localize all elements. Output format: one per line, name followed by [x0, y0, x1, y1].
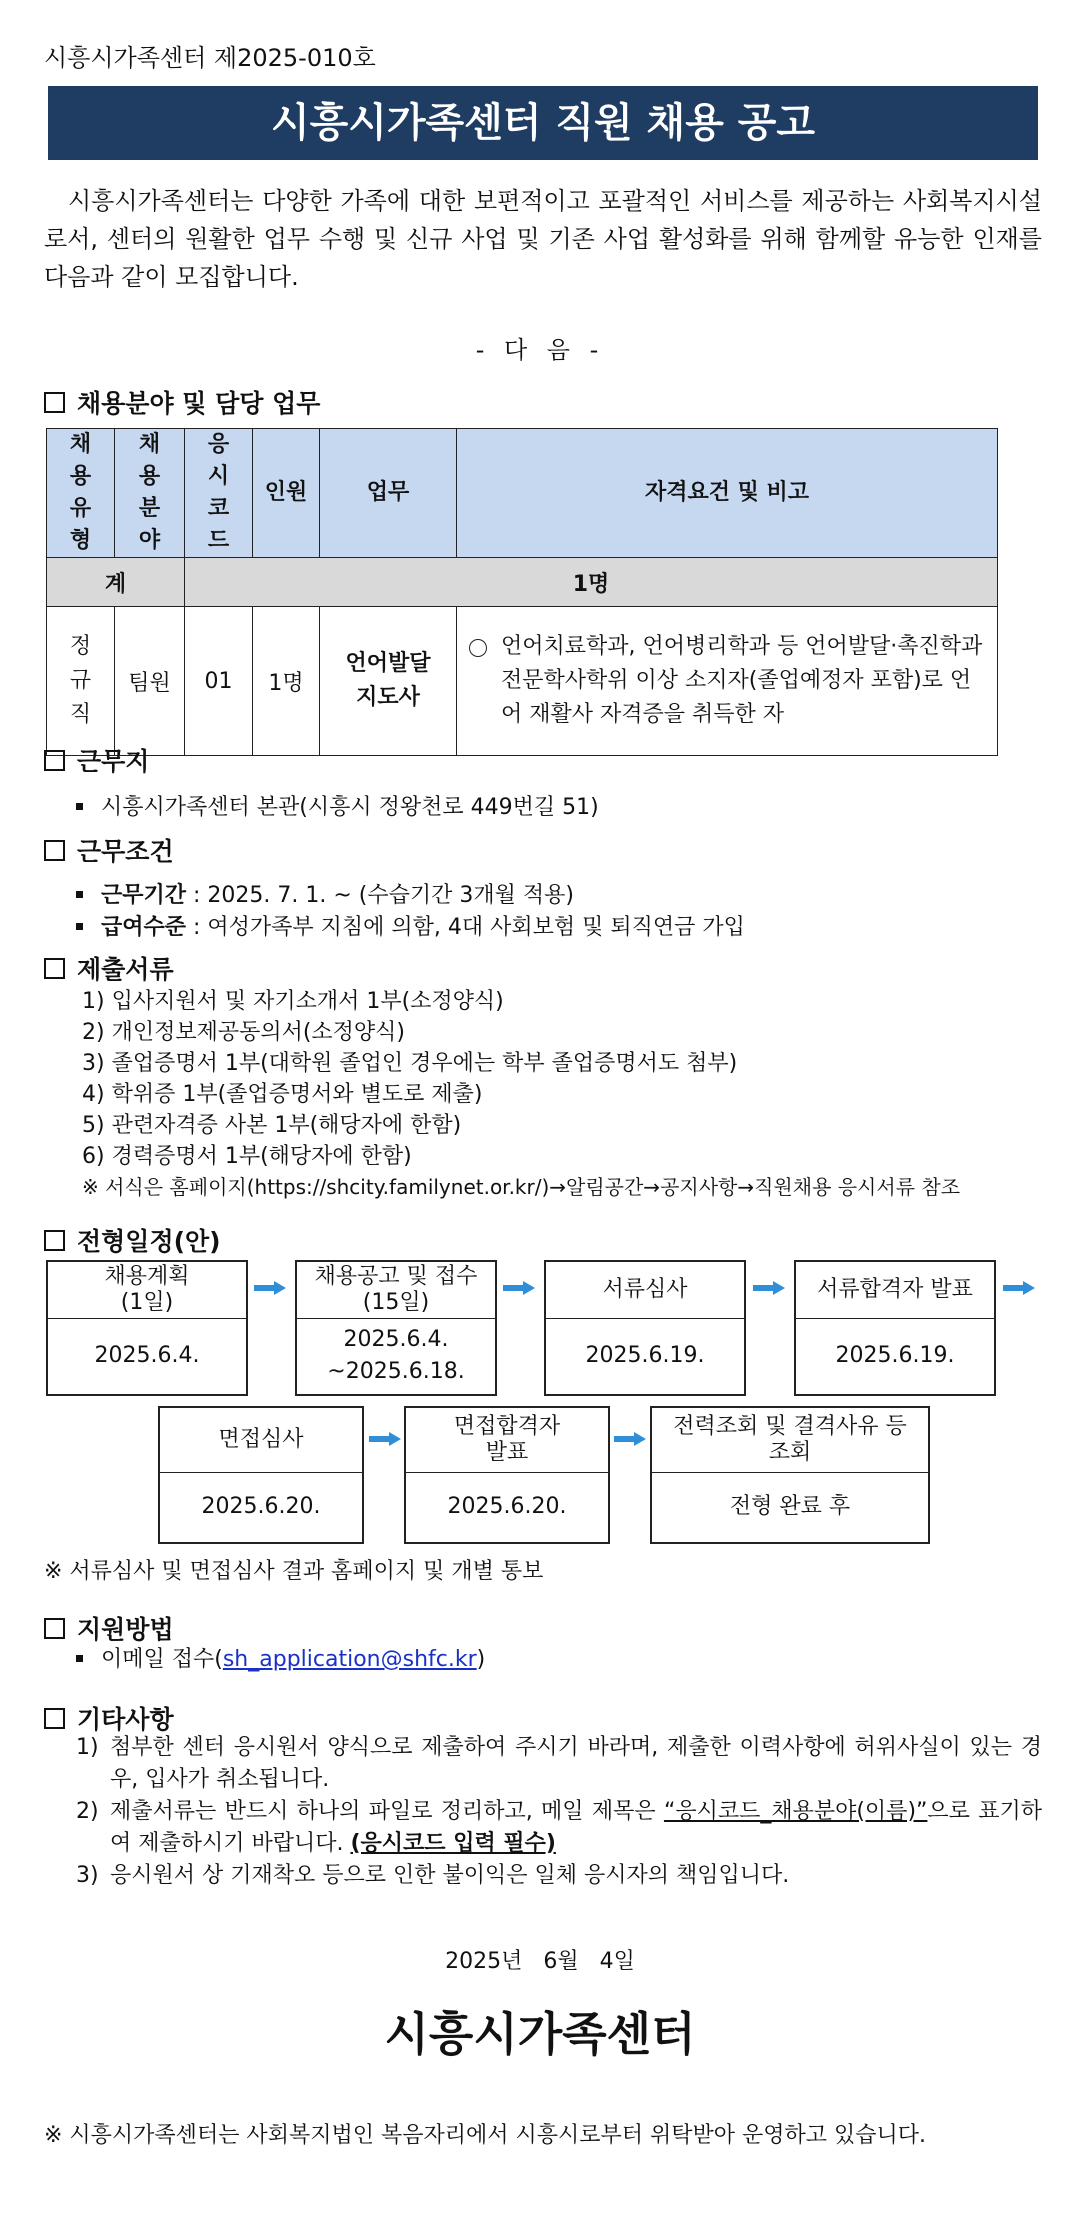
list-item: ※ 서식은 홈페이지(https://shcity.familynet.or.kr/)→알림공간→공지사항→직원채용 응시서류 참조: [82, 1175, 961, 1199]
list-item: 6) 경력증명서 1부(해당자에 한함): [82, 1144, 412, 1169]
arrow-right-icon: [1003, 1281, 1035, 1295]
other-list: [76, 1732, 1042, 1892]
list-item: 3) 졸업증명서 1부(대학원 졸업인 경우에는 학부 졸업증명서도 첨부): [82, 1051, 738, 1076]
workplace-item: 시흥시가족센터 본관(시흥시 정왕천로 449번길 51): [36, 790, 599, 821]
requirement-text: 언어치료학과, 언어병리학과 등 언어발달·촉진학과 전문학사학위 이상 소지자(졸업예정자 포함)로 언어 재활사 자격증을 취득한 자: [501, 634, 983, 727]
page-title: 시흥시가족센터 직원 채용 공고: [48, 86, 1038, 160]
section-conditions-heading: 근무조건: [44, 832, 174, 868]
square-bullet-icon: [76, 891, 83, 898]
section-workplace-heading: 근무지: [44, 742, 149, 778]
section-documents-heading: 제출서류: [44, 950, 174, 986]
header-count: 인원: [253, 429, 320, 558]
total-label: 계: [47, 558, 185, 607]
square-bullet-icon: [76, 923, 83, 930]
section-fields-heading: [44, 384, 320, 420]
checkbox-square-icon: [44, 1708, 65, 1729]
checkbox-square-icon: [44, 840, 65, 861]
checkbox-square-icon: [44, 392, 65, 413]
cell-duty: 언어발달 지도사: [320, 607, 457, 756]
section-schedule-heading: 전형일정(안): [44, 1222, 221, 1258]
section-title: 채용분야 및 담당 업무: [77, 389, 321, 418]
next-heading: - 다 음 -: [475, 336, 605, 364]
condition-period: 근무기간 : 2025. 7. 1. ~ (수습기간 3개월 적용): [36, 878, 574, 909]
section-apply-heading: 지원방법: [44, 1610, 174, 1646]
list-item: 1) 입사지원서 및 자기소개서 1부(소정양식): [82, 989, 504, 1014]
schedule-step-6: 면접합격자 발표 2025.6.20.: [404, 1406, 610, 1544]
square-bullet-icon: [76, 803, 83, 810]
list-item: 1) 첨부한 센터 응시원서 양식으로 제출하여 주시기 바라며, 제출한 이력사항에 허위사실이 있는 경우, 입사가 취소됩니다.: [76, 1735, 1042, 1792]
section-other-heading: 기타사항: [44, 1700, 174, 1736]
header-type: 채용 유형: [47, 429, 115, 558]
intro-paragraph: [44, 182, 1042, 296]
document-number: 시흥시가족센터 제2025-010호: [44, 44, 376, 72]
issue-date: 2025년 6월 4일: [445, 1949, 635, 1974]
recruitment-table: [46, 428, 998, 756]
schedule-step-2: 채용공고 및 접수 (15일) 2025.6.4. ~2025.6.18.: [295, 1260, 497, 1396]
schedule-step-7: 전력조회 및 결격사유 등 조회 전형 완료 후: [650, 1406, 930, 1544]
footer-note: ※ 시흥시가족센터는 사회복지법인 복음자리에서 시흥시로부터 위탁받아 운영하고 있습니다.: [44, 2123, 926, 2148]
list-item: 3) 응시원서 상 기재착오 등으로 인한 불이익은 일체 응시자의 책임입니다.: [76, 1863, 790, 1888]
schedule-note: ※ 서류심사 및 면접심사 결과 홈페이지 및 개별 통보: [44, 1559, 544, 1584]
cell-field: 팀원: [115, 607, 185, 756]
organization-name: 시흥시가족센터: [384, 2007, 696, 2061]
documents-list: [82, 986, 960, 1203]
square-bullet-icon: [76, 1655, 83, 1662]
cell-type: 정 규 직: [47, 607, 115, 756]
circle-bullet-icon: [469, 639, 487, 657]
header-code: 응시 코드: [185, 429, 253, 558]
list-item: 2) 제출서류는 반드시 하나의 파일로 정리하고, 메일 제목은 “응시코드_채용분야(이름)”으로 표기하여 제출하시기 바랍니다. (응시코드 입력 필수): [76, 1799, 1042, 1856]
list-item: 2) 개인정보제공동의서(소정양식): [82, 1020, 406, 1045]
header-duty: 업무: [320, 429, 457, 558]
arrow-right-icon: [753, 1281, 785, 1295]
list-item: 5) 관련자격증 사본 1부(해당자에 한함): [82, 1113, 462, 1138]
list-item: 4) 학위증 1부(졸업증명서와 별도로 제출): [82, 1082, 483, 1107]
cell-count: 1명: [253, 607, 320, 756]
schedule-step-3: 서류심사 2025.6.19.: [544, 1260, 746, 1396]
intro-text: 시흥시가족센터는 다양한 가족에 대한 보편적이고 포괄적인 서비스를 제공하는 사회복지시설로서, 센터의 원활한 업무 수행 및 신규 사업 및 기존 사업 활성화를 위해 함께할 유능한 인재를 다음과 같이 모집합니다.: [44, 187, 1042, 291]
arrow-right-icon: [369, 1432, 401, 1446]
arrow-right-icon: [503, 1281, 535, 1295]
header-requirement: 자격요건 및 비고: [457, 429, 998, 558]
checkbox-square-icon: [44, 1618, 65, 1639]
header-field: 채용 분야: [115, 429, 185, 558]
schedule-step-4: 서류합격자 발표 2025.6.19.: [794, 1260, 996, 1396]
schedule-step-1: 채용계획 (1일) 2025.6.4.: [46, 1260, 248, 1396]
checkbox-square-icon: [44, 750, 65, 771]
email-link[interactable]: sh_application@shfc.kr: [222, 1647, 477, 1672]
cell-code: 01: [185, 607, 253, 756]
arrow-right-icon: [254, 1281, 286, 1295]
schedule-step-5: 면접심사 2025.6.20.: [158, 1406, 364, 1544]
checkbox-square-icon: [44, 958, 65, 979]
arrow-right-icon: [614, 1432, 646, 1446]
cell-requirement: [457, 607, 998, 756]
checkbox-square-icon: [44, 1230, 65, 1251]
apply-item: 이메일 접수(sh_application@shfc.kr): [36, 1642, 485, 1673]
total-value: 1명: [185, 558, 998, 607]
condition-pay: 급여수준 : 여성가족부 지침에 의함, 4대 사회보험 및 퇴직연금 가입: [36, 910, 745, 941]
